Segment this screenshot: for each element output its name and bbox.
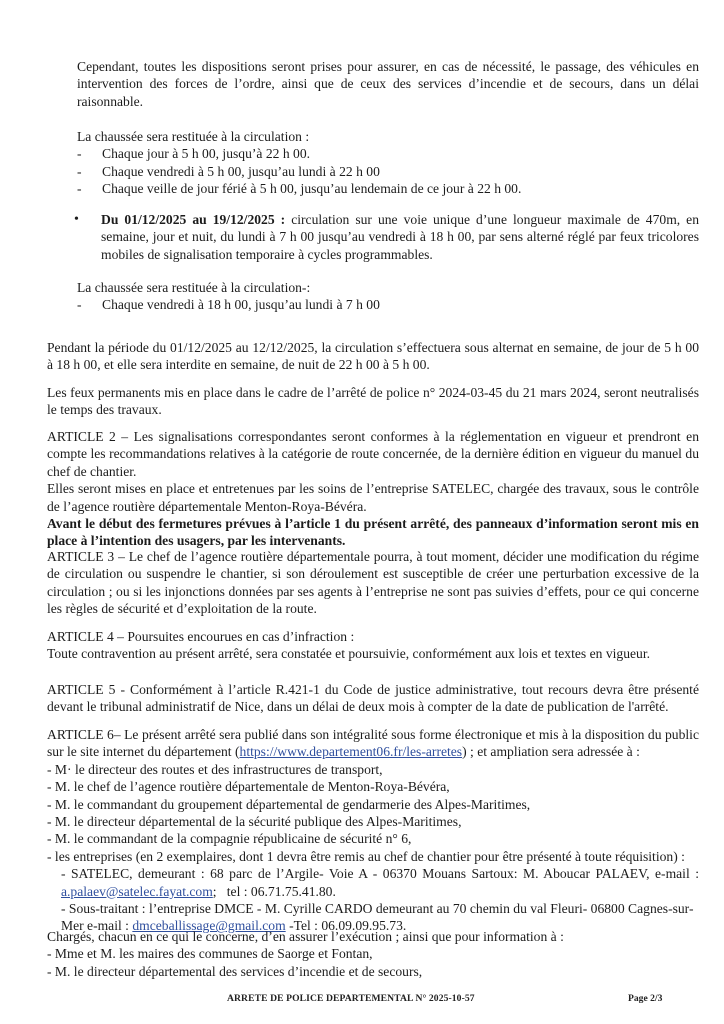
restitution-heading: La chaussée sera restituée à la circulation-: bbox=[77, 280, 311, 295]
article-6 bbox=[47, 726, 699, 935]
article-3 bbox=[47, 548, 699, 618]
permanent-lights-text: Les feux permanents mis en place dans le cadre de l’arrêté de police n° 2024-03-45 du 21 mars 2024, seront neutralisés le temps des travaux. bbox=[47, 385, 699, 418]
recipient-item: - M. le directeur départemental de la sécurité publique des Alpes-Maritimes, bbox=[47, 814, 462, 830]
article-6-text-after-link: ) ; et ampliation sera adressée à : bbox=[462, 744, 640, 760]
article-6-intro bbox=[47, 726, 699, 761]
restitution-item bbox=[77, 163, 699, 180]
intro-paragraph bbox=[77, 58, 699, 110]
article-4-heading: ARTICLE 4 – Poursuites encourues en cas d’infraction : bbox=[47, 629, 355, 644]
article-4-text: Toute contravention au présent arrêté, sera constatée et poursuivie, conformément aux lois et textes en vigueur. bbox=[47, 646, 650, 662]
restitution-item-text: Chaque jour à 5 h 00, jusqu’à 22 h 00. bbox=[102, 146, 311, 162]
satelec-email-link[interactable]: a.palaev@satelec.fayat.com bbox=[61, 883, 213, 899]
dash-marker: - bbox=[77, 181, 82, 197]
subcontractor-text: - Sous-traitant : l’entreprise DMCE - M. Cyrille CARDO demeurant au 70 chemin du val Fleuri- 06800 Cagnes-sur-Mer e-mail : bbox=[61, 901, 694, 934]
dmce-email-link[interactable]: dmceballissage@gmail.com bbox=[132, 918, 286, 934]
page-number: Page 2/3 bbox=[628, 993, 663, 1004]
satelec-text: - SATELEC, demeurant : 68 parc de l’Argile- Voie A - 06370 Mouans Sartoux: M. Aboucar PALAEV, e-mail : bbox=[61, 866, 699, 882]
period-paragraph bbox=[47, 339, 699, 374]
article-2-bold-notice: Avant le début des fermetures prévues à l’article 1 du présent arrêté, des panneaux d’information seront mis en place à l’intention des usagers, par les intervenants. bbox=[47, 516, 699, 549]
execution-item: - M. le directeur départemental des services d’incendie et de secours, bbox=[47, 963, 423, 979]
company-contacts bbox=[47, 865, 699, 935]
footer-title: ARRETE DE POLICE DEPARTEMENTAL N° 2025-10-57 bbox=[227, 993, 475, 1004]
intro-text: Cependant, toutes les dispositions seront prises pour assurer, en cas de nécessité, le passage, des véhicules en intervention des forces de l’ordre, ainsi que de ceux des services d’incendie et de secours, dans un délai raisonnable. bbox=[77, 59, 699, 109]
satelec-contact bbox=[61, 865, 699, 900]
restitution-item-text: Chaque vendredi à 18 h 00, jusqu’au lundi à 7 h 00 bbox=[102, 297, 380, 313]
restitution-section-1 bbox=[77, 128, 699, 198]
permanent-lights-paragraph bbox=[47, 384, 699, 419]
restitution-item bbox=[77, 296, 699, 313]
recipient-list bbox=[47, 761, 699, 865]
article-2-text-2: Elles seront mises en place et entretenues par les soins de l’entreprise SATELEC, chargée des travaux, sous le contrôle de l’agence routière départementale Menton-Roya-Bévéra. bbox=[47, 481, 699, 514]
recipient-item: - M. le commandant de la compagnie républicaine de sécurité n° 6, bbox=[47, 831, 412, 847]
recipient-item: - les entreprises (en 2 exemplaires, dont 1 devra être remis au chef de chantier pour être présenté à toute réquisition) : bbox=[47, 848, 685, 864]
restitution-list bbox=[77, 145, 699, 197]
bullet-item bbox=[74, 211, 700, 263]
execution-section bbox=[47, 928, 699, 980]
restitution-heading: La chaussée sera restituée à la circulation : bbox=[77, 129, 310, 144]
restitution-item-text: Chaque vendredi à 5 h 00, jusqu’au lundi à 22 h 00 bbox=[102, 163, 380, 179]
recipient-item: - M· le directeur des routes et des infrastructures de transport, bbox=[47, 761, 383, 777]
period-text: circulation sur une voie unique d’une longueur maximale de 470m, en semaine, jour et nuit, du lundi à 7 h 00 jusqu’au vendredi à 18 h 00, par sens alterné réglé par feux tricolores mobiles de signalisation temporaire à cycles programmables. bbox=[101, 212, 700, 262]
recipient-item: - M. le chef de l’agence routière départementale de Menton-Roya-Bévéra, bbox=[47, 779, 450, 795]
execution-heading: Chargés, chacun en ce qui le concerne, d’en assurer l’exécution ; ainsi que pour information à : bbox=[47, 929, 564, 944]
restitution-item-text: Chaque veille de jour férié à 5 h 00, jusqu’au lendemain de ce jour à 22 h 00. bbox=[102, 181, 522, 197]
bullet-icon: • bbox=[74, 212, 79, 227]
article-3-text: ARTICLE 3 – Le chef de l’agence routière départementale pourra, à tout moment, décider une modification du régime de circulation ou suspendre le chantier, si son déroulement est susceptible de créer une perturbation excessive de la circulation ; ou si les injonctions données par ses agents à l’entreprise ne sont pas suivies d’effets, pour ce qui concerne les règles de sécurité et d’exploitation de la route. bbox=[47, 549, 699, 617]
article-4 bbox=[47, 628, 699, 663]
dash-marker: - bbox=[77, 297, 82, 313]
satelec-phone: ; tel : 06.71.75.41.80. bbox=[212, 883, 336, 899]
dash-marker: - bbox=[77, 146, 82, 162]
article-5 bbox=[47, 681, 699, 716]
period-paragraph-text: Pendant la période du 01/12/2025 au 12/12/2025, la circulation s’effectuera sous alternat en semaine, de jour de 5 h 00 à 18 h 00, et elle sera interdite en semaine, de nuit de 22 h 00 à 5 h 00. bbox=[47, 340, 699, 373]
period-bullet bbox=[74, 211, 700, 263]
recipient-item: - M. le commandant du groupement départemental de gendarmerie des Alpes-Maritimes, bbox=[47, 796, 531, 812]
article-5-text: ARTICLE 5 - Conformément à l’article R.421-1 du Code de justice administrative, tout recours devra être présenté devant le tribunal administratif de Nice, dans un délai de deux mois à compter de la date de publication de l'arrêté. bbox=[47, 682, 699, 715]
period-label: Du 01/12/2025 au 19/12/2025 : bbox=[101, 212, 286, 227]
restitution-item bbox=[77, 180, 699, 197]
restitution-list bbox=[77, 296, 699, 313]
subcontractor-phone: -Tel : 06.09.09.95.73. bbox=[285, 918, 407, 934]
dash-marker: - bbox=[77, 163, 82, 179]
article-6-text-before-link: ARTICLE 6– Le présent arrêté sera publié dans son intégralité sous forme électronique et mis à la disposition du public sur le site internet du département ( bbox=[47, 727, 699, 760]
article-2-text-1: ARTICLE 2 – Les signalisations correspondantes seront conformes à la réglementation en vigueur et prendront en compte les recommandations relatives à la catégorie de route concernée, de la dernière édition en vigueur du manuel du chef de chantier. bbox=[47, 429, 699, 479]
restitution-item bbox=[77, 145, 699, 162]
execution-item: - Mme et M. les maires des communes de Saorge et Fontan, bbox=[47, 946, 373, 962]
restitution-section-2 bbox=[77, 279, 699, 314]
article-2 bbox=[47, 428, 699, 550]
arretes-website-link[interactable]: https://www.departement06.fr/les-arretes bbox=[239, 744, 463, 760]
